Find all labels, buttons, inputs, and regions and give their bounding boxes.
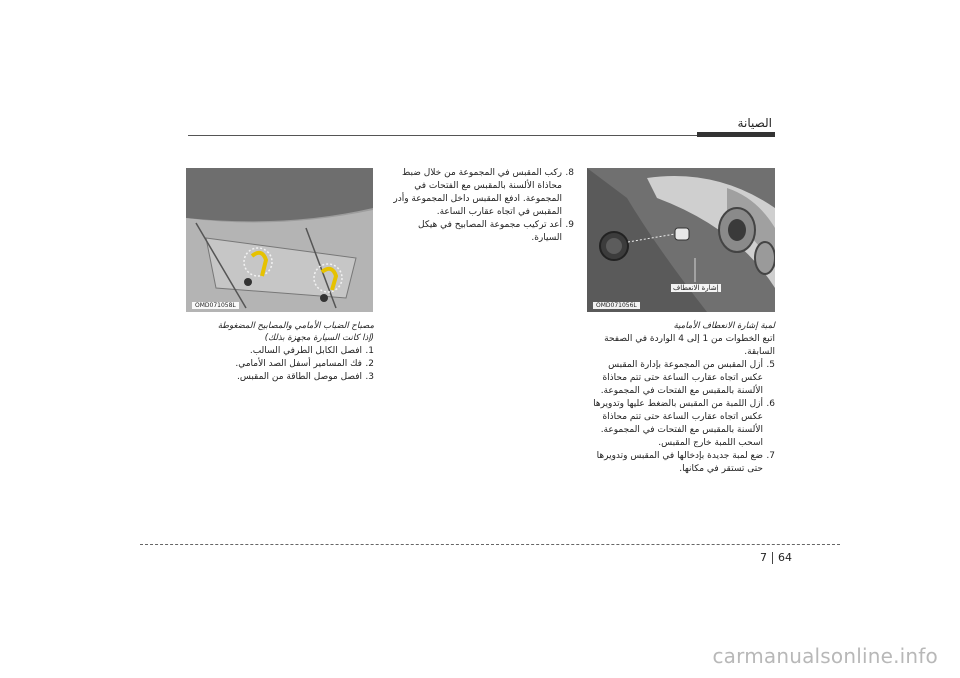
step-item [186,371,374,384]
fog-lamp-illustration [186,168,373,312]
step-text: ضع لمبة جديدة بإدخالها في المقبس وتدويرها حتى تستقر في مكانها. [596,451,763,474]
step-item [186,345,374,358]
step-text: افصل الكابل الطرفي السالب. [249,346,362,356]
section-subheading: (إذا كانت السيارة مجهزة بذلك) [264,333,374,343]
step-item [587,359,775,398]
step-number: 1. [365,346,374,356]
step-number: 9. [565,220,574,230]
header-divider [188,135,748,136]
page-number [760,551,792,564]
step-text: أعد تركيب مجموعة المصابيح في هيكل السيارة. [418,220,562,243]
section-heading: لمبة إشارة الانعطاف الأمامية [673,321,775,331]
section-heading: مصباح الضباب الأمامي والمصابيح المضغوطة [217,321,374,331]
step-number: 8. [565,168,574,178]
step-number: 5. [766,360,775,370]
turn-signal-callout: إشارة الانعطاف [673,284,719,292]
steps-list [587,359,775,476]
section-title: الصيانة [737,116,772,130]
step-text: أزل اللمبة من المقبس بالضغط عليها وتدويرها عكس اتجاه عقارب الساعة حتى تتم محاذاة الألسنة بالمقبس مع الفتحات في المجموعة. اسحب اللمبة خارج المقبس. [593,399,763,448]
step-number: 7. [766,451,775,461]
step-text: افصل موصل الطاقة من المقبس. [236,372,362,382]
steps-list [186,345,374,384]
page-number-value: 64 [778,551,792,564]
step-text: أزل المقبس من المجموعة بإدارة المقبس عكس اتجاه عقارب الساعة حتى تتم محاذاة الألسنة بالمقبس مع الفتحات في المجموعة. [600,360,763,396]
step-item [386,167,574,219]
turn-signal-figure [587,168,775,312]
turn-signal-section [587,321,775,476]
page-number-separator [772,552,773,564]
header-accent-bar [697,132,775,137]
step-text: ركب المقبس في المجموعة من خلال ضبط محاذاة الألسنة بالمقبس مع الفتحات في المجموعة. ادفع المقبس داخل المجموعة وأدر المقبس في اتجاه عقارب الساعة. [393,168,562,217]
step-item [186,358,374,371]
chapter-number: 7 [760,551,767,564]
step-item [386,219,574,245]
figure-code: OMD071058L [192,302,239,309]
intro-text: اتبع الخطوات من 1 إلى 4 الواردة في الصفحة السابقة. [604,334,775,357]
steps-list [386,167,574,245]
figure-code: OMD071056L [593,302,640,309]
fog-lamp-section [186,321,374,384]
step-number: 6. [766,399,775,409]
footer-divider [140,544,840,545]
reinstall-section [386,167,574,245]
step-text: فك المسامير أسفل الصد الأمامي. [235,359,362,369]
section-body [587,333,775,476]
step-item [587,398,775,450]
step-item [587,450,775,476]
step-number: 2. [365,359,374,369]
watermark: carmanualsonline.info [712,644,938,668]
step-number: 3. [365,372,374,382]
fog-lamp-figure [186,168,373,312]
